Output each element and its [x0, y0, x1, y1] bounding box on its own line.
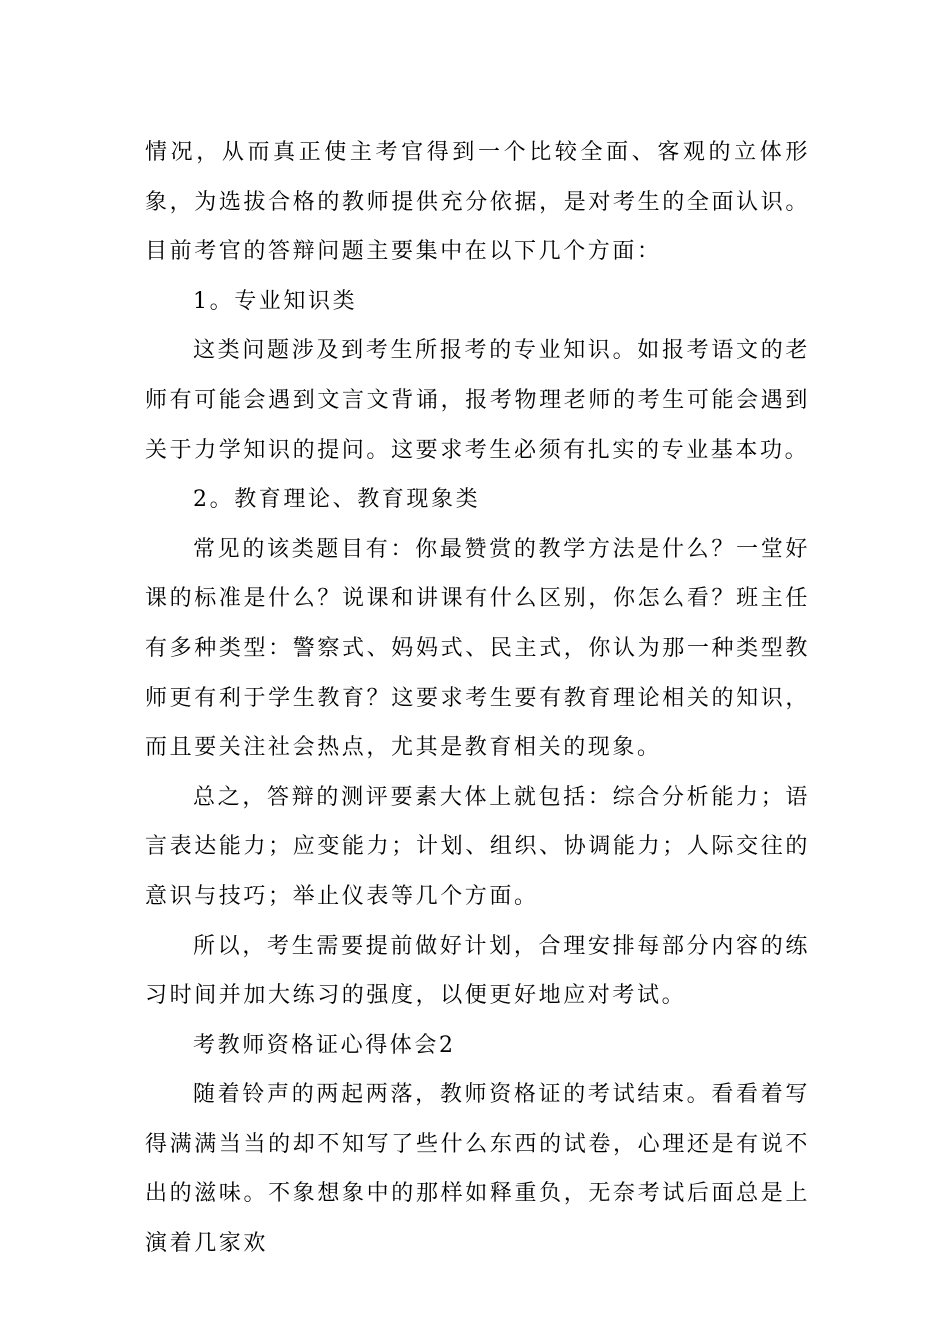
document-body [145, 128, 810, 1269]
paragraph-essay-start: 随着铃声的两起两落，教师资格证的考试结束。看看着写得满满当当的却不知写了些什么东西的试卷，心理还是有说不出的滋味。不象想象中的那样如释重负，无奈考试后面总是上演着几家欢 [145, 1082, 810, 1257]
paragraph-professional-knowledge: 这类问题涉及到考生所报考的专业知识。如报考语文的老师有可能会遇到文言文背诵，报考物理老师的考生可能会遇到关于力学知识的提问。这要求考生必须有扎实的专业基本功。 [145, 338, 810, 463]
paragraph-education-theory: 常见的该类题目有：你最赞赏的教学方法是什么？一堂好课的标准是什么？说课和讲课有什么区别，你怎么看？班主任有多种类型：警察式、妈妈式、民主式，你认为那一种类型教师更有利于学生教育？这要求考生要有教育理论相关的知识，而且要关注社会热点，尤其是教育相关的现象。 [145, 536, 810, 761]
paragraph-summary: 总之，答辩的测评要素大体上就包括：综合分析能力；语言表达能力；应变能力；计划、组织、协调能力；人际交往的意识与技巧；举止仪表等几个方面。 [145, 784, 810, 909]
paragraph-continuation: 情况，从而真正使主考官得到一个比较全面、客观的立体形象，为选拔合格的教师提供充分依据，是对考生的全面认识。目前考官的答辩问题主要集中在以下几个方面： [145, 140, 810, 265]
heading-education-theory: 2。教育理论、教育现象类 [193, 487, 481, 513]
heading-professional-knowledge: 1。专业知识类 [193, 288, 358, 314]
section-title: 考教师资格证心得体会2 [193, 1032, 456, 1058]
paragraph-advice: 所以，考生需要提前做好计划，合理安排每部分内容的练习时间并加大练习的强度，以便更好地应对考试。 [145, 933, 810, 1009]
